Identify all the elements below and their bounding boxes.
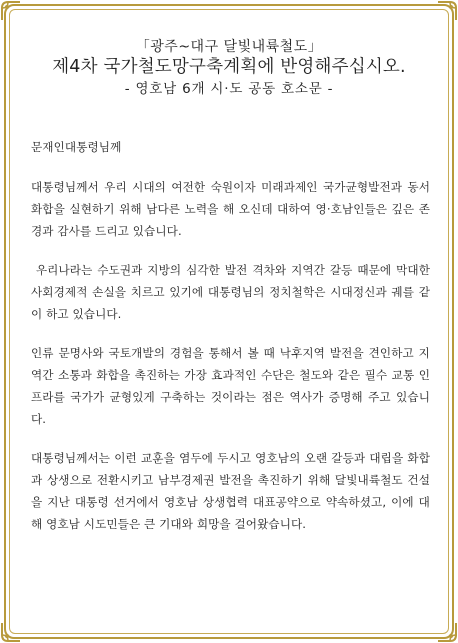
letter-body — [31, 136, 434, 535]
header-project-title: 「광주~대구 달빛내륙철도」 — [135, 39, 323, 55]
corner-ornament-icon — [0, 621, 22, 643]
corner-ornament-icon — [0, 0, 22, 22]
corner-ornament-icon — [436, 0, 458, 22]
document-header — [0, 38, 458, 98]
header-main-title: 제4차 국가철도망구축계획에 반영해주십시오. — [52, 57, 406, 77]
letter-paragraph: 대통령님께서는 이런 교훈을 염두에 두시고 영호남의 오랜 갈등과 대립을 화합과 상생으로 전환시키고 남부경제권 발전을 촉진하기 위해 달빛내륙철도 건설을 지난 대통령 선거에서 영호남 상생협력 대표공약으로 약속하셨고, 이에 대해 영호남 시도민들은 큰 기대와 희망을 걸어왔습니다. — [31, 451, 430, 531]
letter-paragraph: 대통령님께서 우리 시대의 여전한 숙원이자 미래과제인 국가균형발전과 동서화합을 실현하기 위해 남다른 노력을 해 오신데 대하여 영·호남인들은 깊은 존경과 감사를 드리고 있습니다. — [31, 180, 430, 238]
letter-paragraph: 우리나라는 수도권과 지방의 심각한 발전 격차와 지역간 갈등 때문에 막대한 사회경제적 손실을 치르고 있기에 대통령님의 정치철학은 시대정신과 궤를 같이 하고 있습니다. — [31, 263, 434, 321]
letter-salutation: 문재인대통령님께 — [31, 140, 122, 154]
header-subtitle: - 영호남 6개 시·도 공동 호소문 - — [124, 81, 334, 97]
corner-ornament-icon — [436, 621, 458, 643]
letter-paragraph: 인류 문명사와 국토개발의 경험을 통해서 볼 때 낙후지역 발전을 견인하고 지역간 소통과 화합을 촉진하는 가장 효과적인 수단은 철도와 같은 필수 교통 인프라를 국가가 균형있게 구축하는 것이라는 점은 역사가 증명해 주고 있습니다. — [31, 346, 430, 426]
